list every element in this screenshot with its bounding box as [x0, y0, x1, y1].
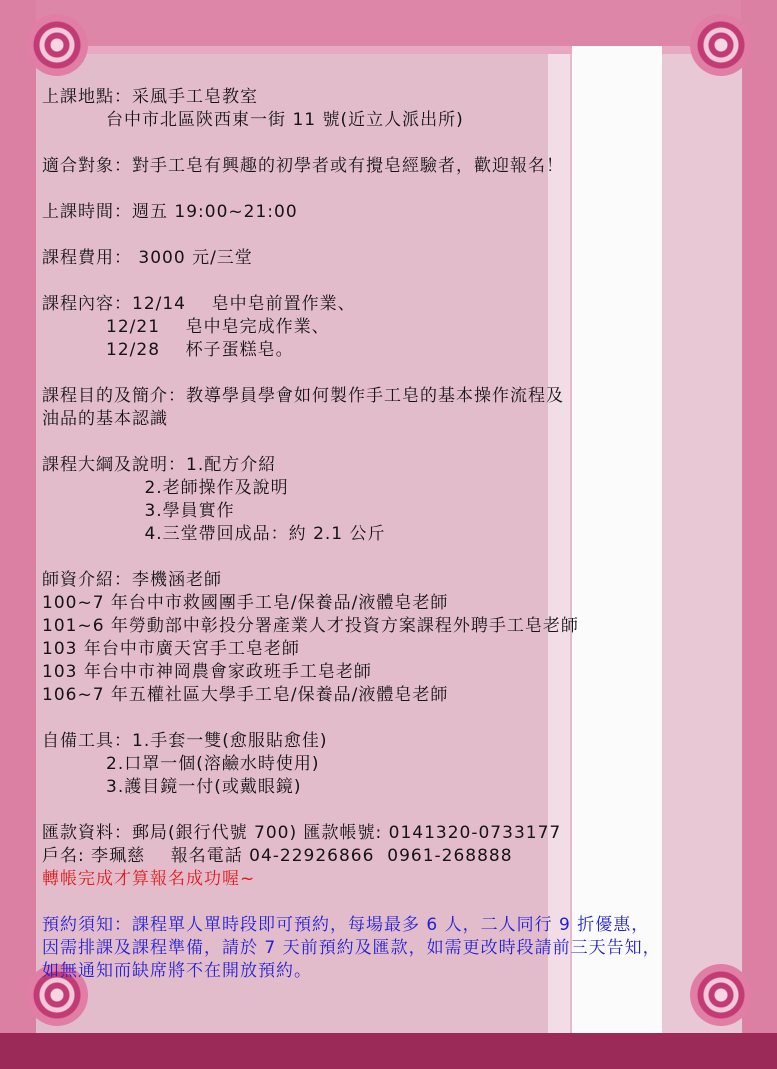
- corner-ornament-icon: [26, 14, 88, 76]
- info-line: 適合對象：對手工皂有興趣的初學者或有攪皂經驗者，歡迎報名！: [42, 156, 564, 176]
- course-info: [42, 86, 772, 983]
- info-line: 100~7 年台中市救國團手工皂/保養品/液體皂老師: [42, 593, 449, 613]
- info-line: 課程大綱及說明：1.配方介紹: [42, 455, 277, 475]
- blank-line: [42, 178, 772, 201]
- info-line: 106~7 年五權社區大學手工皂/保養品/液體皂老師: [42, 685, 449, 705]
- info-line: 2.口罩一個(溶鹼水時使用): [42, 754, 320, 774]
- info-line: 師資介紹：李機涵老師: [42, 570, 222, 590]
- info-line: 上課地點：采風手工皂教室: [42, 87, 258, 107]
- info-line: 103 年台中市廣天宮手工皂老師: [42, 639, 300, 659]
- left-border: [0, 0, 36, 1069]
- info-line: 103 年台中市神岡農會家政班手工皂老師: [42, 662, 372, 682]
- blank-line: [42, 224, 772, 247]
- top-border: [0, 0, 777, 46]
- info-line: 匯款資料：郵局(銀行代號 700) 匯款帳號: 0141320-0733177: [42, 823, 562, 843]
- info-line: 3.護目鏡一付(或戴眼鏡): [42, 777, 302, 797]
- blank-line: [42, 431, 772, 454]
- blank-line: [42, 362, 772, 385]
- info-line: 課程目的及簡介：教導學員學會如何製作手工皂的基本操作流程及: [42, 386, 564, 406]
- info-line: 12/28 杯子蛋糕皂。: [42, 340, 294, 360]
- info-line: 油品的基本認識: [42, 409, 168, 429]
- info-line: 101~6 年勞動部中彰投分署產業人才投資方案課程外聘手工皂老師: [42, 616, 579, 636]
- info-line: 如無通知而缺席將不在開放預約。: [42, 961, 312, 981]
- info-line: 上課時間：週五 19:00~21:00: [42, 202, 298, 222]
- info-line: 台中市北區陝西東一街 11 號(近立人派出所): [42, 110, 464, 130]
- corner-ornament-icon: [690, 14, 752, 76]
- blank-line: [42, 546, 772, 569]
- info-line: 戶名: 李珮慈 報名電話 04-22926866 0961-268888: [42, 846, 513, 866]
- info-line: 因需排課及課程準備，請於 7 天前預約及匯款，如需更改時段請前三天告知，: [42, 938, 661, 958]
- info-line: 預約須知：課程單人單時段即可預約，每場最多 6 人，二人同行 9 折優惠，: [42, 915, 650, 935]
- info-line: 轉帳完成才算報名成功喔~: [42, 869, 256, 889]
- blank-line: [42, 799, 772, 822]
- blank-line: [42, 891, 772, 914]
- blank-line: [42, 707, 772, 730]
- info-line: 自備工具：1.手套一雙(愈服貼愈佳): [42, 731, 328, 751]
- info-line: 2.老師操作及說明: [42, 478, 289, 498]
- info-line: 課程費用： 3000 元/三堂: [42, 248, 253, 268]
- blank-line: [42, 132, 772, 155]
- info-line: 課程內容：12/14 皂中皂前置作業、: [42, 294, 356, 314]
- info-line: 12/21 皂中皂完成作業、: [42, 317, 330, 337]
- info-line: 3.學員實作: [42, 501, 235, 521]
- blank-line: [42, 270, 772, 293]
- info-line: 4.三堂帶回成品：約 2.1 公斤: [42, 524, 386, 544]
- bottom-border: [0, 1033, 777, 1069]
